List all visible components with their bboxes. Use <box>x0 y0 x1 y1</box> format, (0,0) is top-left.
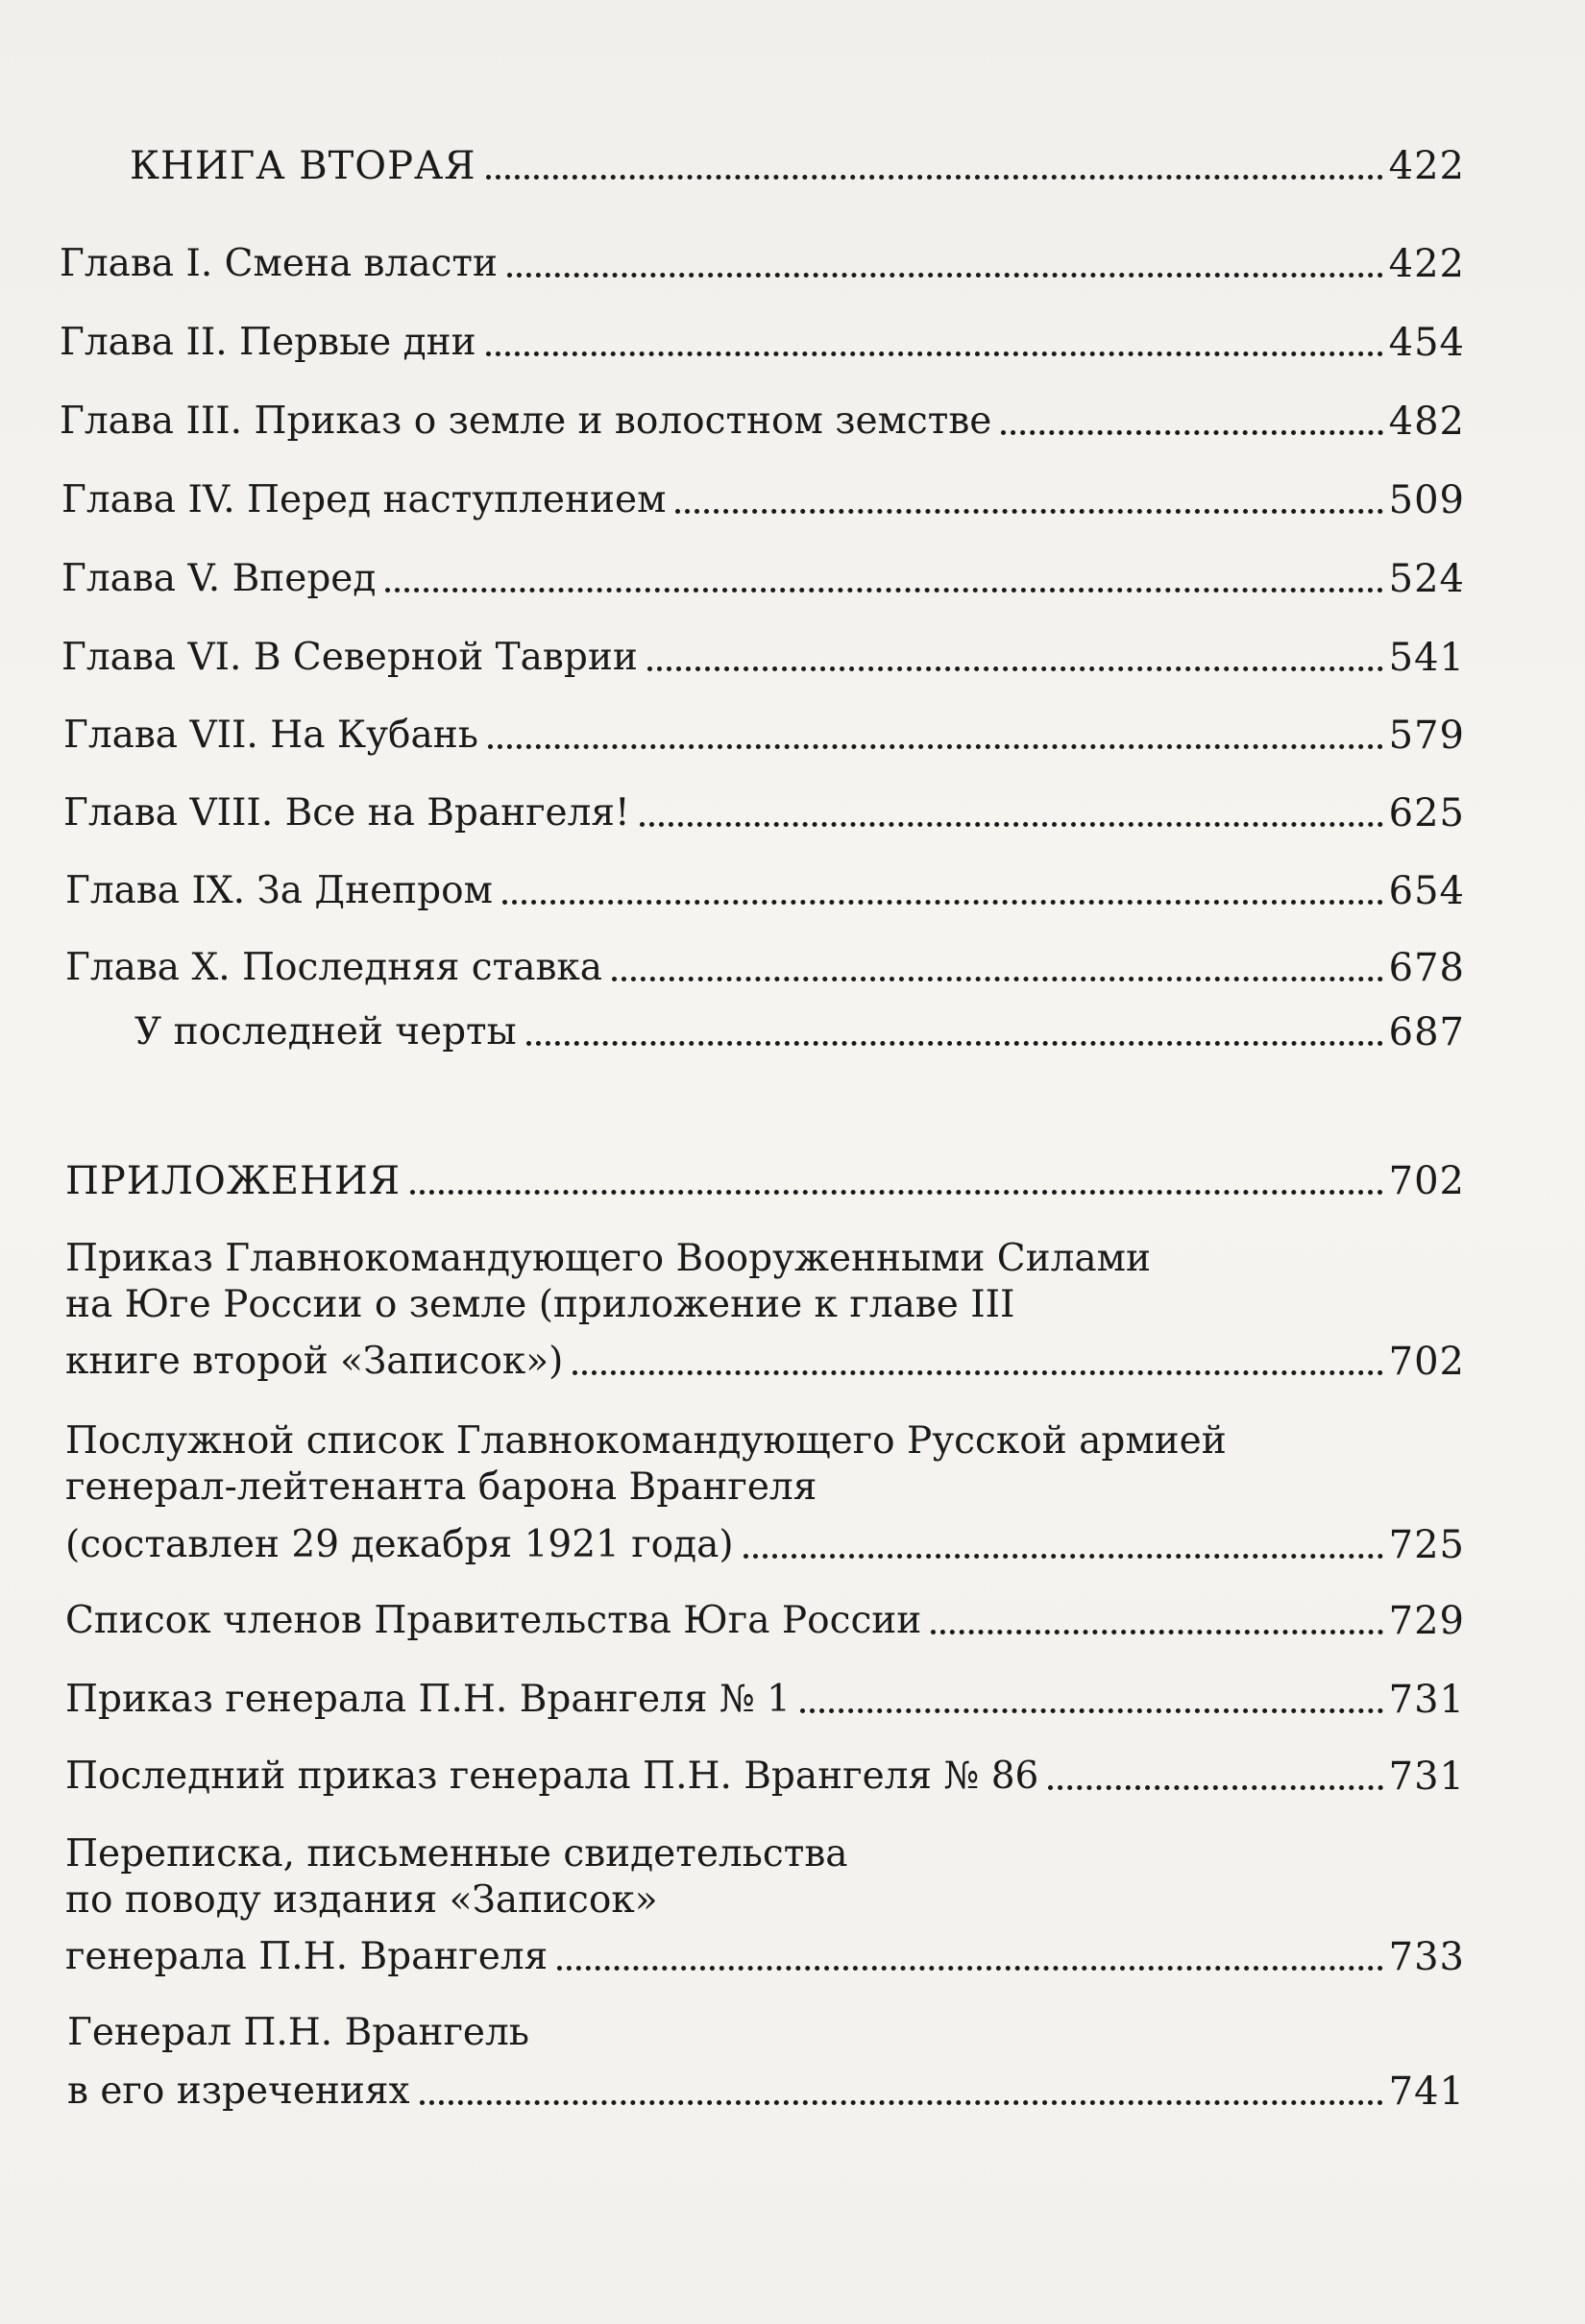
appendix-title: Приказ генерала П.Н. Врангеля № 1 <box>65 1678 791 1721</box>
page-number: 731 <box>1388 1678 1465 1722</box>
chapter-title: Глава VI. В Северной Таврии <box>61 636 638 679</box>
chapter-title: Глава I. Смена власти <box>60 242 498 285</box>
toc-entry-chapter <box>61 636 1465 680</box>
page-number: 731 <box>1388 1755 1465 1799</box>
page-number: 509 <box>1388 478 1465 522</box>
dot-leader <box>410 1190 1383 1195</box>
toc-entry-appendix <box>65 1340 1465 1384</box>
appendix-title: (составлен 29 декабря 1921 года) <box>65 1523 734 1566</box>
appendix-title-line: по поводу издания «Записок» <box>65 1878 658 1922</box>
chapter-title: Глава V. Вперед <box>61 557 377 600</box>
appendix-title: Список членов Правительства Юга России <box>65 1599 922 1642</box>
dot-leader <box>486 175 1383 180</box>
page-number: 733 <box>1388 1935 1465 1979</box>
chapter-title: У последней черты <box>134 1010 517 1053</box>
dot-leader <box>1001 430 1382 435</box>
toc-entry-chapter <box>65 946 1465 990</box>
dot-leader <box>420 2100 1383 2105</box>
appendix-title-lines <box>67 2010 529 2056</box>
page-number: 579 <box>1388 714 1465 758</box>
toc-entry-chapter <box>60 321 1465 365</box>
toc-entry-appendix <box>65 1678 1465 1722</box>
dot-leader <box>612 977 1383 981</box>
dot-leader <box>675 509 1382 514</box>
dot-leader <box>502 900 1383 905</box>
chapter-title: Глава VII. На Кубань <box>63 714 478 757</box>
page-number: 729 <box>1388 1599 1465 1643</box>
page-number: 654 <box>1388 869 1465 913</box>
toc-entry-appendix <box>65 1523 1465 1567</box>
appendix-title-line: Послужной список Главнокомандующего Русской армией <box>65 1419 1227 1463</box>
section-title: ПРИЛОЖЕНИЯ <box>65 1159 402 1203</box>
dot-leader <box>647 666 1383 671</box>
chapter-title: Глава IV. Перед наступлением <box>61 478 667 521</box>
toc-entry-chapter <box>134 1010 1465 1054</box>
page-number: 741 <box>1388 2070 1465 2114</box>
page-number: 625 <box>1388 791 1465 835</box>
page-number: 541 <box>1388 636 1465 680</box>
page-number: 678 <box>1388 946 1465 990</box>
toc-entry-appendix <box>65 1935 1465 1979</box>
toc-entry-chapter <box>63 791 1465 835</box>
section-title: КНИГА ВТОРАЯ <box>130 144 476 188</box>
dot-leader <box>385 588 1382 593</box>
toc-entry-chapter <box>61 478 1465 522</box>
appendix-title: генерала П.Н. Врангеля <box>65 1935 549 1978</box>
toc-entry-chapter <box>60 242 1465 286</box>
page-number: 422 <box>1388 242 1465 286</box>
page-number: 524 <box>1388 557 1465 601</box>
page-number: 702 <box>1388 1340 1465 1384</box>
dot-leader <box>640 822 1383 827</box>
chapter-title: Глава X. Последняя ставка <box>65 946 603 989</box>
appendix-title-line: Приказ Главнокомандующего Вооруженными Силами <box>65 1237 1151 1280</box>
toc-entry-book-two <box>130 144 1465 188</box>
dot-leader <box>488 744 1383 749</box>
appendix-title-lines <box>65 1418 1227 1511</box>
appendix-title: Последний приказ генерала П.Н. Врангеля № 86 <box>65 1755 1039 1798</box>
page-number: 702 <box>1388 1159 1465 1203</box>
toc-entry-chapter <box>61 557 1465 601</box>
dot-leader <box>573 1370 1382 1375</box>
appendix-title: в его изречениях <box>67 2070 410 2113</box>
appendix-title-line: на Юге России о земле (приложение к главе III <box>65 1283 1015 1326</box>
page-number: 482 <box>1388 399 1465 444</box>
appendix-title-lines <box>65 1831 848 1924</box>
dot-leader <box>1048 1785 1382 1790</box>
dot-leader <box>557 1966 1382 1971</box>
toc-entry-appendix <box>65 1599 1465 1643</box>
page-number: 422 <box>1388 144 1465 188</box>
chapter-title: Глава IX. За Днепром <box>65 869 493 912</box>
appendix-title-line: Переписка, письменные свидетельства <box>65 1832 848 1876</box>
page-number: 687 <box>1388 1010 1465 1054</box>
toc-entry-chapter <box>60 399 1465 444</box>
toc-entry-appendices <box>65 1159 1465 1203</box>
toc-entry-chapter <box>65 869 1465 913</box>
appendix-title: книге второй «Записок») <box>65 1340 564 1383</box>
appendix-title-line: Генерал П.Н. Врангель <box>67 2011 529 2054</box>
appendix-title-line: генерал-лейтенанта барона Врангеля <box>65 1465 817 1509</box>
chapter-title: Глава VIII. Все на Врангеля! <box>63 791 630 835</box>
toc-entry-appendix <box>65 1755 1465 1799</box>
chapter-title: Глава III. Приказ о земле и волостном земстве <box>60 399 992 443</box>
page-number: 454 <box>1388 321 1465 365</box>
dot-leader <box>486 351 1383 356</box>
appendix-title-lines <box>65 1236 1151 1328</box>
toc-entry-chapter <box>63 714 1465 758</box>
toc-entry-appendix <box>67 2070 1465 2114</box>
chapter-title: Глава II. Первые дни <box>60 321 476 364</box>
dot-leader <box>931 1630 1382 1634</box>
dot-leader <box>800 1708 1383 1713</box>
dot-leader <box>526 1041 1383 1046</box>
dot-leader <box>744 1554 1383 1559</box>
page-number: 725 <box>1388 1523 1465 1567</box>
dot-leader <box>507 273 1383 278</box>
